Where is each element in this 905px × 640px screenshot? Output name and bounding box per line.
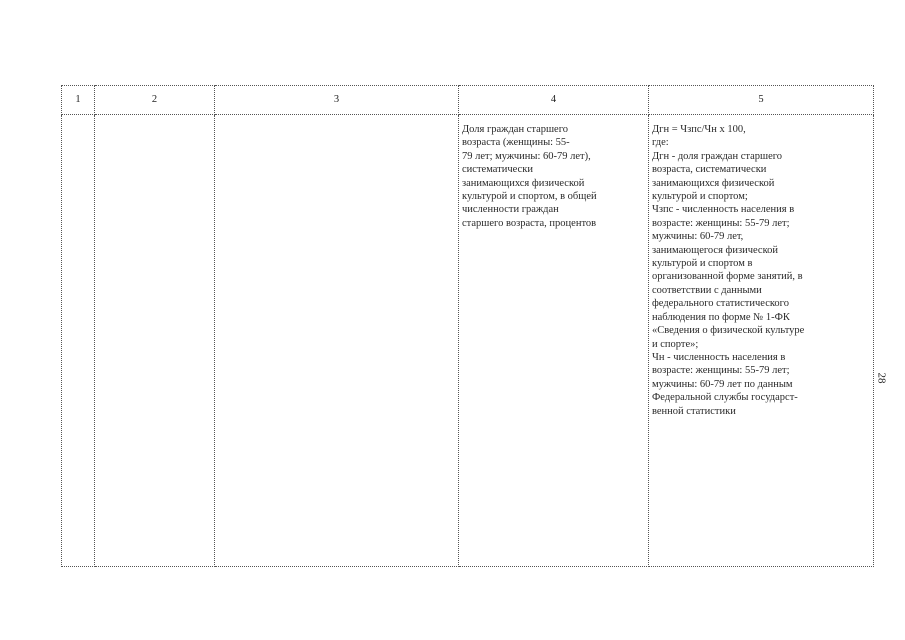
header-col-3: 3 [215, 86, 459, 115]
cell-col-1-text [62, 115, 94, 123]
header-col-2: 2 [95, 86, 215, 115]
header-col-1: 1 [62, 86, 95, 115]
indicator-table [61, 85, 874, 567]
page-number: 28 [875, 372, 888, 384]
cell-col-3-text [215, 115, 458, 123]
header-col-5: 5 [649, 86, 874, 115]
cell-indicator-name [459, 115, 649, 567]
table-header-row [62, 86, 874, 115]
header-col-4: 4 [459, 86, 649, 115]
table-row [62, 115, 874, 567]
cell-col-3 [215, 115, 459, 567]
cell-col-2-text [95, 115, 214, 123]
cell-calculation-method [649, 115, 874, 567]
indicator-name-text: Доля граждан старшего возраста (женщины: 55- 79 лет; мужчины: 60-79 лет), систематически занимающихся физической культурой и спортом, в общей численности граждан старшего возраста, процентов [462, 124, 597, 229]
cell-col-2 [95, 115, 215, 567]
cell-col-1 [62, 115, 95, 567]
calculation-method-text: Дгн = Чзпс/Чн x 100, где: Дгн - доля граждан старшего возраста, систематически занимающихся физической культурой и спортом; Чзпс - численность населения в возрасте: женщины: 55-79 лет; мужчины: 60-79 лет, занимающегося физической культурой и спортом в организованной форме занятий, в соответствии с данными федерального статистического наблюдения по форме № 1-ФК «Сведения о физической культуре и спорте»; Чн - численность населения в возрасте: женщины: 55-79 лет; мужчины: 60-79 лет по данным Федеральной службы государст- венной статистики [652, 124, 805, 417]
